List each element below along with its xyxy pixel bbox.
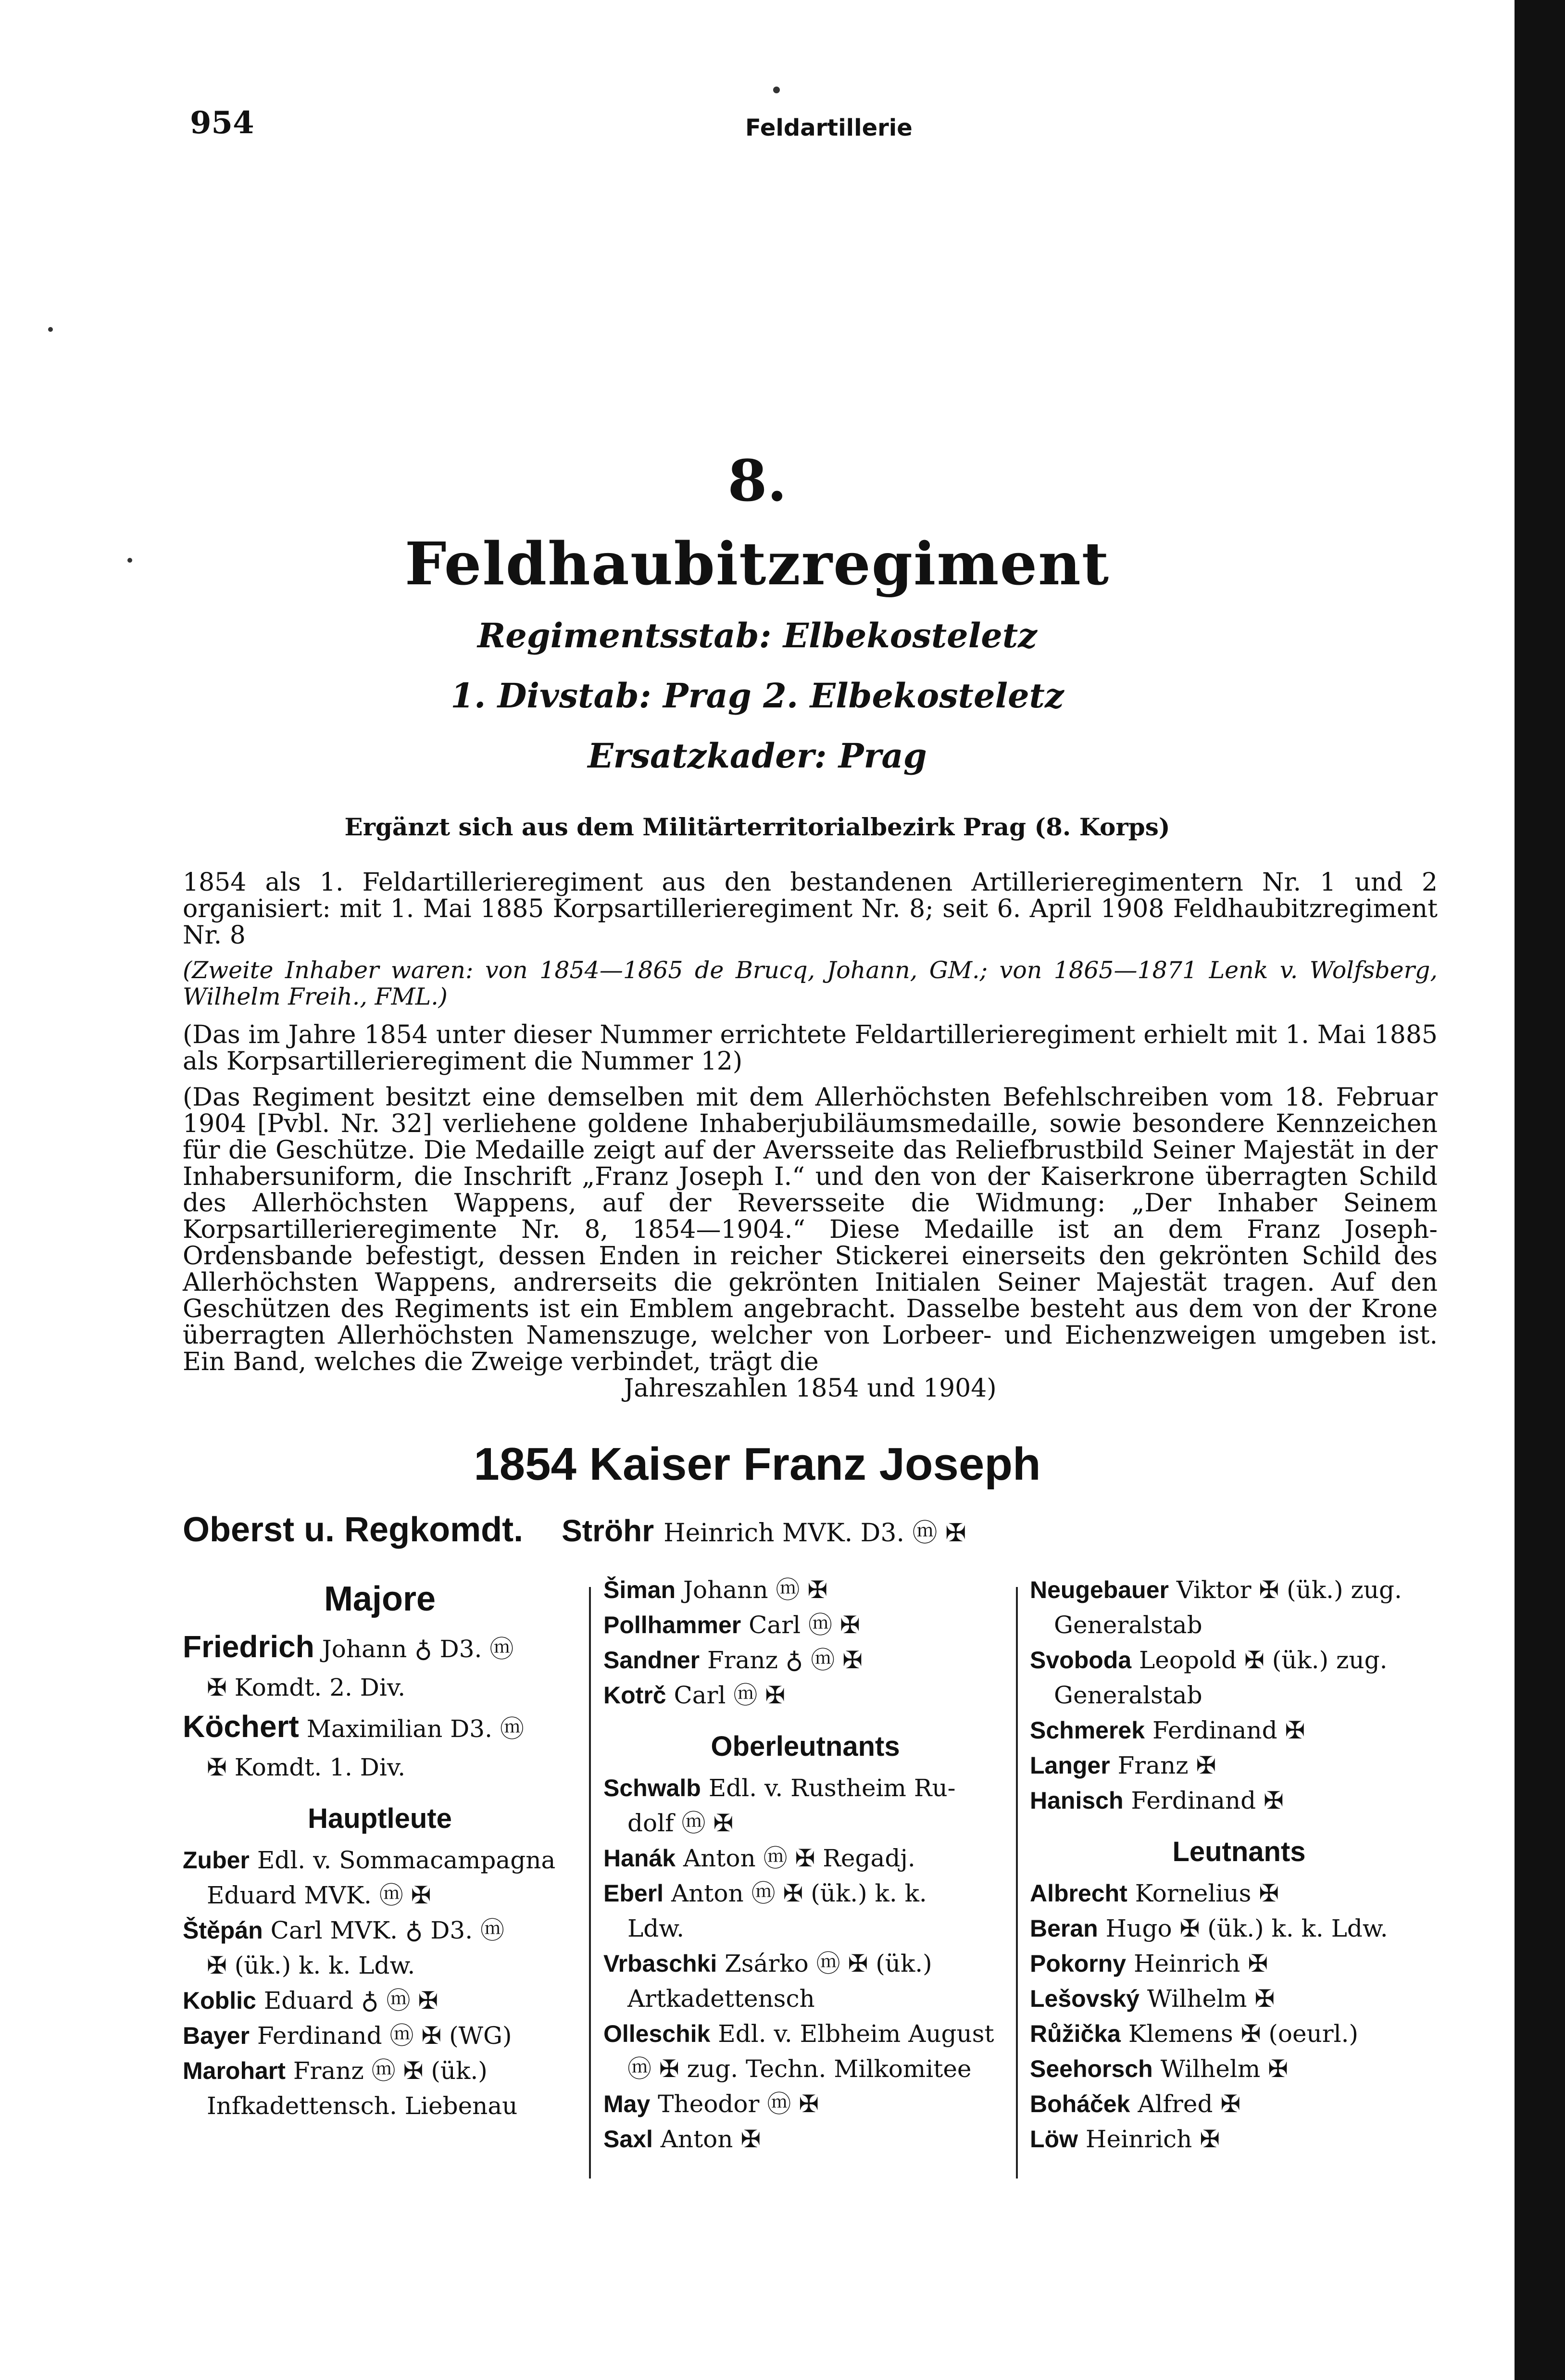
scan-speck bbox=[127, 558, 132, 563]
list-item bbox=[603, 1946, 1007, 1981]
officer-name: Eberl bbox=[603, 1880, 664, 1907]
officer-details-cont: ⓜ ✠ zug. Techn. Milkomitee bbox=[627, 2055, 972, 2083]
list-item bbox=[1030, 1981, 1448, 2016]
officer-name: Friedrich bbox=[183, 1629, 314, 1664]
officer-details: Anton ⓜ ✠ (ük.) k. k. bbox=[671, 1879, 927, 1907]
list-item bbox=[603, 1608, 1007, 1643]
officer-details-cont: ✠ Komdt. 2. Div. bbox=[207, 1674, 406, 1701]
officer-name: Pollhammer bbox=[603, 1612, 741, 1638]
list-item bbox=[603, 2122, 1007, 2157]
officer-details: Alfred ✠ bbox=[1138, 2090, 1241, 2118]
list-item bbox=[183, 2053, 577, 2089]
officer-details: Edl. v. Elbheim August bbox=[718, 2020, 994, 2048]
list-item bbox=[603, 2016, 1007, 2052]
section-title-leutnants: Leutnants bbox=[1172, 1836, 1306, 1867]
list-item bbox=[1030, 1748, 1448, 1783]
officer-name: Lešovský bbox=[1030, 1985, 1139, 2012]
list-item bbox=[183, 1625, 577, 1670]
list-item bbox=[1030, 1573, 1448, 1608]
officer-name: Neugebauer bbox=[1030, 1576, 1169, 1603]
officer-name: Štěpán bbox=[183, 1917, 263, 1944]
officer-details: Eduard ♁ ⓜ ✠ bbox=[263, 1987, 438, 2015]
column-oberleutnants-leutnants bbox=[1030, 1573, 1448, 2157]
officer-details: Edl. v. Sommacampagna bbox=[257, 1846, 556, 1874]
officer-name: Boháček bbox=[1030, 2090, 1130, 2117]
officer-name: Růžička bbox=[1030, 2020, 1121, 2047]
officer-name: Albrecht bbox=[1030, 1880, 1127, 1907]
officer-details: Johann ♁ D3. ⓜ bbox=[322, 1635, 514, 1663]
regiment-title: Feldhaubitzregiment bbox=[404, 529, 1110, 598]
officer-details: Leopold ✠ (ük.) zug. bbox=[1139, 1646, 1388, 1674]
scan-speck bbox=[773, 87, 780, 93]
list-item bbox=[603, 1678, 1007, 1713]
column-divider-1 bbox=[589, 1587, 591, 2179]
officer-details: Hugo ✠ (ük.) k. k. Ldw. bbox=[1105, 1914, 1388, 1942]
officer-name: Svoboda bbox=[1030, 1647, 1132, 1674]
column-hauptleute-oberleutnants bbox=[603, 1573, 1007, 2157]
officer-details: Carl ⓜ ✠ bbox=[674, 1681, 786, 1709]
officer-name: Kotrč bbox=[603, 1682, 666, 1709]
officer-details-cont: Artkadettensch bbox=[627, 1985, 815, 2013]
oberst-name: Ströhr bbox=[562, 1513, 654, 1548]
officer-name: Zuber bbox=[183, 1847, 250, 1874]
list-item bbox=[603, 1573, 1007, 1608]
officer-details: Carl MVK. ♁ D3. ⓜ bbox=[270, 1916, 505, 1944]
list-item bbox=[1030, 1946, 1448, 1981]
ersatzkader-line: Ersatzkader: Prag bbox=[588, 736, 927, 776]
list-item bbox=[183, 1983, 577, 2018]
list-item bbox=[183, 1913, 577, 1948]
officer-details-cont: ✠ Komdt. 1. Div. bbox=[207, 1753, 406, 1781]
list-item bbox=[1030, 1643, 1448, 1678]
divstab-line: 1. Divstab: Prag 2. Elbekosteletz bbox=[451, 676, 1064, 716]
history-paragraph-3: (Das im Jahre 1854 unter dieser Nummer errichtete Feldartillerieregiment erhielt mit 1. Mai 1885 als Korpsartillerieregiment die Nummer 12) bbox=[183, 1020, 1438, 1076]
officer-name: Sandner bbox=[603, 1647, 700, 1674]
officer-name: Langer bbox=[1030, 1752, 1110, 1779]
list-item bbox=[1030, 1713, 1448, 1748]
officer-name: Koblic bbox=[183, 1987, 256, 2014]
officer-details: Kornelius ✠ bbox=[1135, 1879, 1279, 1907]
oberst-line bbox=[183, 1510, 966, 1549]
officer-name: Pokorny bbox=[1030, 1950, 1127, 1977]
officer-name: Šiman bbox=[603, 1576, 676, 1603]
page-number: 954 bbox=[190, 105, 254, 141]
officer-details: Franz ♁ ⓜ ✠ bbox=[707, 1646, 863, 1674]
officer-details: Theodor ⓜ ✠ bbox=[658, 2090, 819, 2118]
officer-name: Marohart bbox=[183, 2057, 286, 2084]
officer-details: Maximilian D3. ⓜ bbox=[306, 1715, 524, 1743]
column-divider-2 bbox=[1016, 1587, 1018, 2179]
list-item bbox=[1030, 1876, 1448, 1911]
officer-details: Carl ⓜ ✠ bbox=[749, 1611, 860, 1639]
officer-details: Klemens ✠ (oeurl.) bbox=[1128, 2020, 1359, 2048]
officer-details: Franz ✠ bbox=[1117, 1751, 1216, 1779]
officer-details: Anton ✠ bbox=[660, 2125, 761, 2153]
officer-name: Bayer bbox=[183, 2022, 250, 2049]
officer-name: Saxl bbox=[603, 2126, 653, 2153]
officer-details: Ferdinand ⓜ ✠ (WG) bbox=[257, 2022, 512, 2050]
scan-edge bbox=[1515, 0, 1565, 2380]
officer-details-cont: dolf ⓜ ✠ bbox=[627, 1809, 734, 1837]
list-item bbox=[603, 1876, 1007, 1911]
officer-details: Johann ⓜ ✠ bbox=[683, 1576, 828, 1604]
officer-name: Köchert bbox=[183, 1709, 299, 1744]
list-item bbox=[603, 2087, 1007, 2122]
history-paragraph-1: 1854 als 1. Feldartillerieregiment aus den bestandenen Artillerieregimentern Nr. 1 und 2 organisiert: mit 1. Mai 1885 Korpsartillerieregiment Nr. 8; seit 6. April 1908 Feldhaubitzregiment Nr. 8 bbox=[183, 868, 1438, 950]
scan-speck bbox=[48, 327, 53, 332]
officer-name: Olleschik bbox=[603, 2020, 711, 2047]
officer-name: Löw bbox=[1030, 2126, 1078, 2153]
officer-name: Beran bbox=[1030, 1915, 1098, 1942]
list-item bbox=[603, 1643, 1007, 1678]
officer-details-cont: Generalstab bbox=[1054, 1611, 1202, 1639]
officer-details: Wilhelm ✠ bbox=[1147, 1985, 1275, 2013]
section-title-majore: Majore bbox=[324, 1580, 436, 1618]
officer-details: Ferdinand ✠ bbox=[1152, 1716, 1305, 1744]
column-majore-hauptleute bbox=[183, 1573, 577, 2124]
list-item bbox=[603, 1771, 1007, 1806]
officer-details-cont: Generalstab bbox=[1054, 1681, 1202, 1709]
running-header: Feldartillerie bbox=[745, 114, 913, 141]
officer-details: Heinrich ✠ bbox=[1085, 2125, 1220, 2153]
oberst-details: Heinrich MVK. D3. ⓜ ✠ bbox=[664, 1519, 966, 1548]
section-title-hauptleute: Hauptleute bbox=[308, 1803, 452, 1834]
medal-description-last-line: Jahreszahlen 1854 und 1904) bbox=[624, 1374, 997, 1403]
list-item bbox=[1030, 2122, 1448, 2157]
officer-details-cont: ✠ (ük.) k. k. Ldw. bbox=[207, 1952, 415, 1979]
officer-details-cont: Infkadettensch. Liebenau bbox=[207, 2092, 518, 2120]
officer-details: Franz ⓜ ✠ (ük.) bbox=[293, 2057, 488, 2085]
officer-details-cont: Ldw. bbox=[627, 1914, 684, 1942]
officer-name: Schwalb bbox=[603, 1775, 701, 1801]
officer-name: Hanák bbox=[603, 1845, 676, 1872]
list-item bbox=[1030, 2052, 1448, 2087]
list-item bbox=[183, 2018, 577, 2053]
officer-details: Viktor ✠ (ük.) zug. bbox=[1176, 1576, 1402, 1604]
officer-name: Schmerek bbox=[1030, 1717, 1145, 1744]
history-paragraph-2: (Zweite Inhaber waren: von 1854—1865 de Brucq, Johann, GM.; von 1865—1871 Lenk v. Wolfsberg, Wilhelm Freih., FML.) bbox=[183, 957, 1438, 1010]
officer-details: Wilhelm ✠ bbox=[1160, 2055, 1289, 2083]
officer-name: Hanisch bbox=[1030, 1787, 1124, 1814]
officer-details: Zsárko ⓜ ✠ (ük.) bbox=[725, 1950, 932, 1977]
officer-details: Anton ⓜ ✠ Regadj. bbox=[683, 1844, 915, 1872]
erganzt-line: Ergänzt sich aus dem Militärterritorialbezirk Prag (8. Korps) bbox=[344, 813, 1170, 841]
regiment-number: 8. bbox=[727, 447, 787, 514]
list-item bbox=[603, 1841, 1007, 1876]
oberst-label: Oberst u. Regkomdt. bbox=[183, 1511, 524, 1549]
history-paragraph-4 bbox=[183, 1084, 1438, 1402]
officer-name: May bbox=[603, 2090, 651, 2117]
section-title-oberleutnants: Oberleutnants bbox=[711, 1731, 900, 1762]
officer-details-cont: Eduard MVK. ⓜ ✠ bbox=[207, 1881, 431, 1909]
owner-heading: 1854 Kaiser Franz Joseph bbox=[474, 1438, 1041, 1490]
officer-details: Edl. v. Rustheim Ru- bbox=[708, 1774, 956, 1802]
list-item bbox=[1030, 2087, 1448, 2122]
list-item bbox=[183, 1843, 577, 1878]
regimentsstab-line: Regimentsstab: Elbekosteletz bbox=[477, 616, 1037, 655]
officer-name: Seehorsch bbox=[1030, 2055, 1153, 2082]
officer-details: Ferdinand ✠ bbox=[1131, 1787, 1284, 1814]
officer-details: Heinrich ✠ bbox=[1133, 1950, 1268, 1977]
list-item bbox=[1030, 1911, 1448, 1946]
list-item bbox=[1030, 2016, 1448, 2052]
officer-name: Vrbaschki bbox=[603, 1950, 717, 1977]
list-item bbox=[1030, 1783, 1448, 1818]
medal-description: (Das Regiment besitzt eine demselben mit dem Allerhöchsten Befehlschreiben vom 18. Februar 1904 [Pvbl. Nr. 32] verliehene goldene Inhaberjubiläumsmedaille, sowie besondere Kennzeichen für die Geschütze. Die Medaille zeigt auf der Aversseite das Reliefbrustbild Seiner Majestät in der Inhabersuniform, die Inschrift „Franz Joseph I.“ und den von der Kaiserkrone überragten Schild des Allerhöchsten Wappens, auf der Reversseite die Widmung: „Der Inhaber Seinem Korpsartillerieregimente Nr. 8, 1854—1904.“ Diese Medaille ist an dem Franz Joseph-Ordensbande befestigt, dessen Enden in reicher Stickerei einerseits den gekrönten Schild des Allerhöchsten Wappens, andrerseits die gekrönten Initialen Seiner Majestät tragen. Auf den Geschützen des Regiments ist ein Emblem angebracht. Dasselbe besteht aus dem von der Krone überragten Allerhöchsten Namenszuge, welcher von Lorbeer- und Eichenzweigen umgeben ist. Ein Band, welches die Zweige verbindet, trägt die bbox=[183, 1083, 1438, 1376]
list-item bbox=[183, 1705, 577, 1750]
